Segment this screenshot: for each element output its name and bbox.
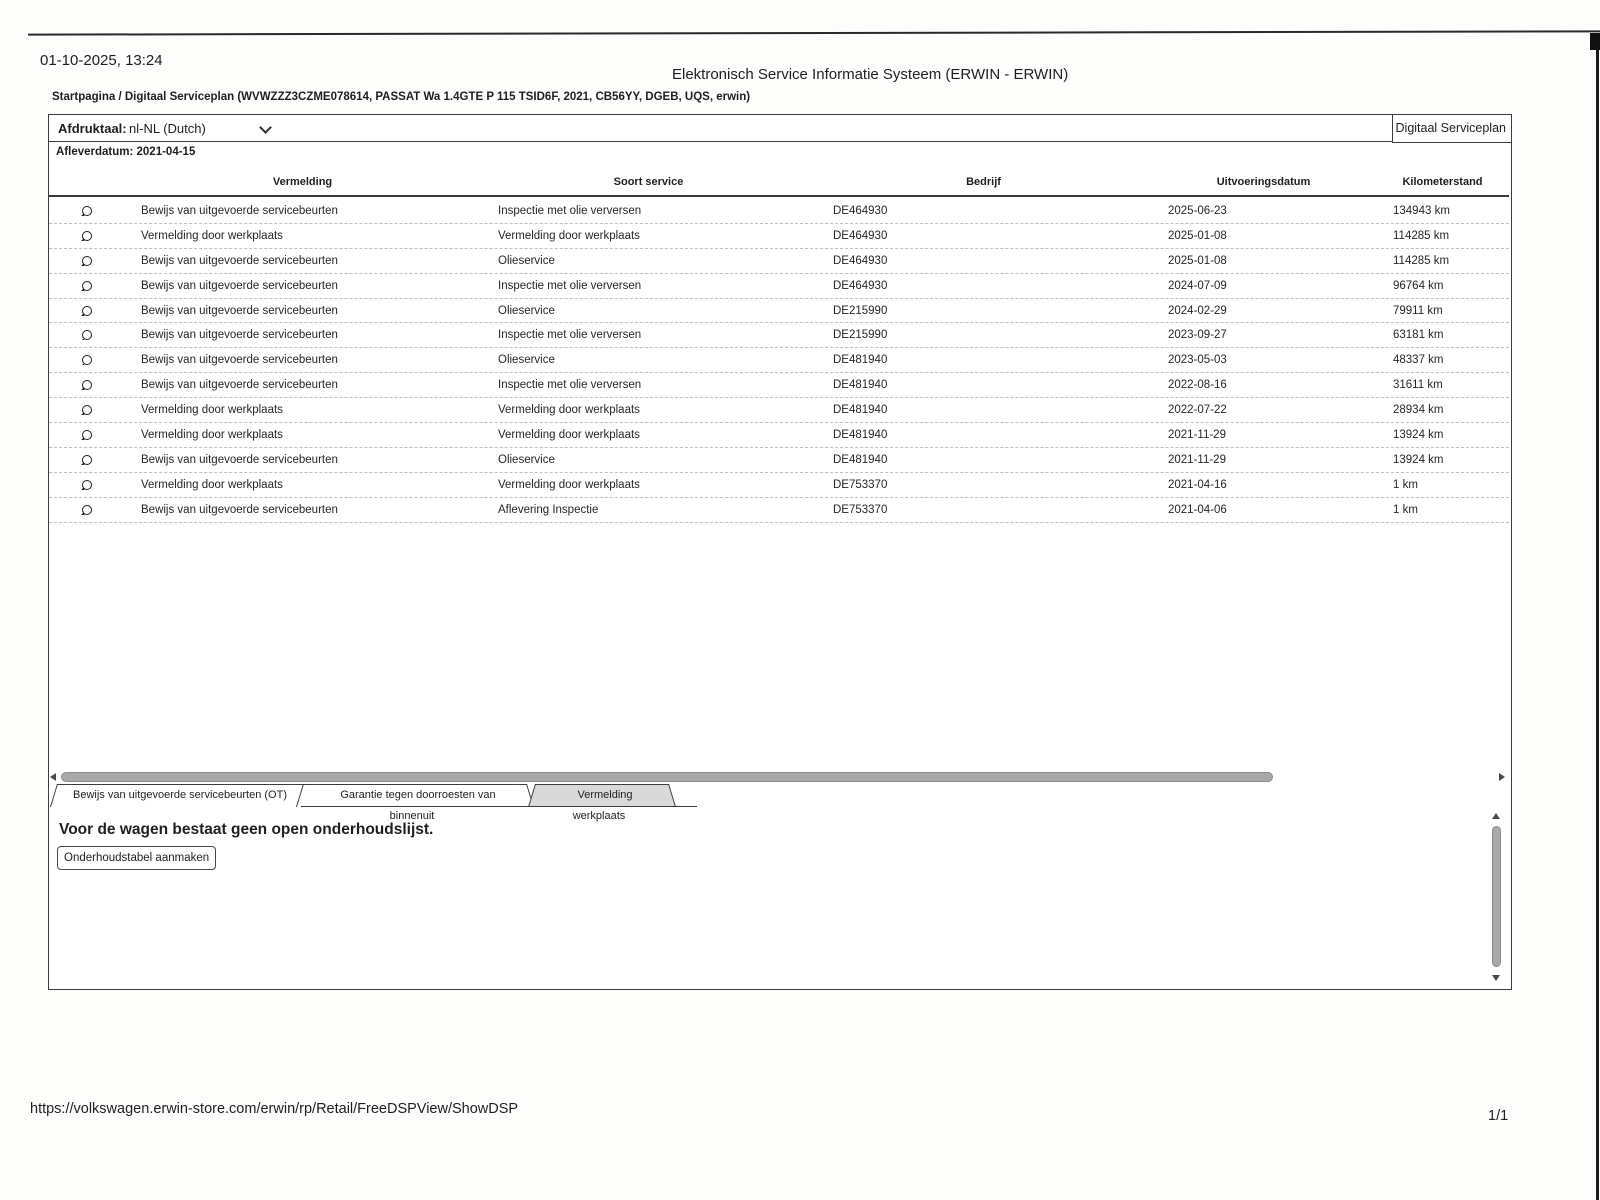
create-maintenance-table-button[interactable]: Onderhoudstabel aanmaken: [57, 846, 216, 870]
horizontal-scrollbar-thumb[interactable]: [61, 772, 1273, 782]
magnifier-icon[interactable]: [82, 206, 92, 216]
tab-strip-bottom-border: [301, 806, 697, 807]
table-row: [49, 224, 1509, 249]
cell-kilometerstand: 13924 km: [1393, 453, 1444, 466]
magnifier-icon[interactable]: [82, 306, 92, 316]
cell-vermelding: Vermelding door werkplaats: [141, 404, 283, 417]
vertical-scrollbar-thumb[interactable]: [1492, 826, 1501, 967]
print-language-label: Afdruktaal:: [58, 121, 127, 136]
table-row: [49, 398, 1509, 423]
cell-uitvoeringsdatum: 2023-09-27: [1168, 329, 1227, 342]
magnifier-icon[interactable]: [82, 231, 92, 241]
scan-edge-line-top: [28, 30, 1600, 35]
cell-uitvoeringsdatum: 2021-04-16: [1168, 478, 1227, 491]
table-row: [49, 448, 1509, 473]
cell-vermelding: Bewijs van uitgevoerde servicebeurten: [141, 204, 338, 217]
cell-kilometerstand: 1 km: [1393, 478, 1418, 491]
magnifier-icon[interactable]: [82, 355, 92, 365]
cell-bedrijf: DE464930: [833, 229, 888, 242]
cell-bedrijf: DE481940: [833, 404, 888, 417]
serviceplan-panel: [48, 114, 1512, 990]
cell-kilometerstand: 134943 km: [1393, 204, 1450, 217]
cell-bedrijf: DE481940: [833, 379, 888, 392]
cell-vermelding: Bewijs van uitgevoerde servicebeurten: [141, 379, 338, 392]
page-title: Elektronisch Service Informatie Systeem (ERWIN - ERWIN): [672, 66, 1069, 83]
cell-soort-service: Aflevering Inspectie: [498, 503, 599, 516]
column-header-soort-service: Soort service: [613, 176, 684, 188]
cell-kilometerstand: 31611 km: [1393, 379, 1443, 392]
cell-soort-service: Olieservice: [498, 254, 555, 267]
footer-url: https://volkswagen.erwin-store.com/erwin/rp/Retail/FreeDSPView/ShowDSP: [30, 1101, 519, 1117]
cell-soort-service: Vermelding door werkplaats: [498, 229, 640, 242]
cell-bedrijf: DE481940: [833, 453, 888, 466]
column-header-vermelding: Vermelding: [272, 176, 333, 188]
cell-uitvoeringsdatum: 2025-01-08: [1168, 229, 1227, 242]
cell-uitvoeringsdatum: 2021-11-29: [1168, 453, 1226, 466]
cell-uitvoeringsdatum: 2025-06-23: [1168, 204, 1227, 217]
cell-uitvoeringsdatum: 2024-02-29: [1168, 304, 1227, 317]
print-language-bar: [49, 115, 1511, 142]
cell-vermelding: Bewijs van uitgevoerde servicebeurten: [141, 453, 338, 466]
cell-soort-service: Inspectie met olie verversen: [498, 379, 642, 392]
magnifier-icon[interactable]: [82, 505, 92, 515]
column-header-bedrijf: Bedrijf: [966, 176, 1001, 188]
chevron-down-icon[interactable]: [261, 123, 270, 132]
cell-vermelding: Vermelding door werkplaats: [141, 478, 283, 491]
table-row: [49, 199, 1509, 224]
cell-soort-service: Vermelding door werkplaats: [498, 404, 640, 417]
arrow-right-icon[interactable]: [1499, 773, 1505, 781]
print-timestamp: 01-10-2025, 13:24: [40, 52, 163, 69]
cell-soort-service: Inspectie met olie verversen: [498, 204, 642, 217]
table-body: [49, 199, 1509, 523]
cell-uitvoeringsdatum: 2022-07-22: [1168, 404, 1227, 417]
panel-title: Digitaal Serviceplan: [1392, 114, 1512, 143]
cell-uitvoeringsdatum: 2025-01-08: [1168, 254, 1227, 267]
arrow-down-icon[interactable]: [1492, 975, 1500, 981]
cell-vermelding: Bewijs van uitgevoerde servicebeurten: [141, 354, 338, 367]
scan-edge-line-right: [1596, 33, 1599, 1200]
cell-uitvoeringsdatum: 2022-08-16: [1168, 379, 1227, 392]
arrow-up-icon[interactable]: [1492, 813, 1500, 819]
cell-kilometerstand: 63181 km: [1393, 329, 1444, 342]
cell-vermelding: Bewijs van uitgevoerde servicebeurten: [141, 503, 338, 516]
cell-soort-service: Inspectie met olie verversen: [498, 329, 642, 342]
cell-vermelding: Bewijs van uitgevoerde servicebeurten: [141, 254, 338, 267]
table-row: [49, 373, 1509, 398]
no-open-maintenance-text: Voor de wagen bestaat geen open onderhoudslijst.: [59, 821, 434, 838]
breadcrumb[interactable]: Startpagina / Digitaal Serviceplan (WVWZZZ3CZME078614, PASSAT Wa 1.4GTE P 115 TSID6F, 2021, CB56YY, DGEB, UQS, erwin): [52, 91, 751, 103]
cell-bedrijf: DE481940: [833, 354, 888, 367]
cell-kilometerstand: 79911 km: [1393, 304, 1443, 317]
cell-bedrijf: DE753370: [833, 503, 888, 516]
cell-bedrijf: DE753370: [833, 478, 888, 491]
cell-vermelding: Bewijs van uitgevoerde servicebeurten: [141, 329, 338, 342]
cell-kilometerstand: 28934 km: [1393, 404, 1444, 417]
cell-kilometerstand: 13924 km: [1393, 428, 1444, 441]
vertical-scrollbar[interactable]: [1490, 813, 1503, 981]
cell-kilometerstand: 114285 km: [1393, 254, 1450, 267]
magnifier-icon[interactable]: [82, 330, 92, 340]
scan-edge-corner: [1590, 33, 1600, 50]
cell-soort-service: Olieservice: [498, 354, 555, 367]
cell-soort-service: Olieservice: [498, 304, 555, 317]
table-row: [49, 473, 1509, 498]
column-icon-spacer: [49, 188, 124, 195]
print-language-select[interactable]: nl-NL (Dutch): [129, 121, 206, 136]
cell-bedrijf: DE464930: [833, 204, 888, 217]
cell-uitvoeringsdatum: 2023-05-03: [1168, 354, 1227, 367]
cell-vermelding: Bewijs van uitgevoerde servicebeurten: [141, 304, 338, 317]
magnifier-icon[interactable]: [82, 430, 92, 440]
magnifier-icon[interactable]: [82, 405, 92, 415]
magnifier-icon[interactable]: [82, 480, 92, 490]
column-header-kilometerstand: Kilometerstand: [1402, 176, 1483, 188]
horizontal-scrollbar[interactable]: [49, 771, 1509, 784]
cell-kilometerstand: 114285 km: [1393, 229, 1450, 242]
magnifier-icon[interactable]: [82, 281, 92, 291]
table-header: [49, 163, 1509, 197]
cell-uitvoeringsdatum: 2024-07-09: [1168, 279, 1227, 292]
table-row: [49, 299, 1509, 324]
cell-bedrijf: DE464930: [833, 254, 888, 267]
cell-bedrijf: DE215990: [833, 329, 888, 342]
cell-bedrijf: DE481940: [833, 428, 888, 441]
tab-bewijs-servicebeurten[interactable]: Bewijs van uitgevoerde servicebeurten (OT): [63, 784, 297, 807]
cell-vermelding: Vermelding door werkplaats: [141, 229, 283, 242]
magnifier-icon[interactable]: [82, 380, 92, 390]
table-row: [49, 498, 1509, 523]
magnifier-icon[interactable]: [82, 256, 92, 266]
cell-soort-service: Vermelding door werkplaats: [498, 428, 640, 441]
table-row: [49, 249, 1509, 274]
arrow-left-icon[interactable]: [50, 773, 56, 781]
tab-garantie-doorroesten[interactable]: Garantie tegen doorroesten van binnenuit: [309, 784, 521, 807]
cell-uitvoeringsdatum: 2021-04-06: [1168, 503, 1227, 516]
column-header-uitvoeringsdatum: Uitvoeringsdatum: [1216, 176, 1311, 188]
cell-kilometerstand: 48337 km: [1393, 354, 1444, 367]
magnifier-icon[interactable]: [82, 455, 92, 465]
cell-soort-service: Inspectie met olie verversen: [498, 279, 642, 292]
cell-uitvoeringsdatum: 2021-11-29: [1168, 428, 1226, 441]
table-row: [49, 423, 1509, 448]
cell-kilometerstand: 96764 km: [1393, 279, 1444, 292]
cell-vermelding: Vermelding door werkplaats: [141, 428, 283, 441]
cell-vermelding: Bewijs van uitgevoerde servicebeurten: [141, 279, 338, 292]
cell-soort-service: Vermelding door werkplaats: [498, 478, 640, 491]
tab-vermelding-werkplaats[interactable]: Vermelding werkplaats: [541, 784, 663, 807]
delivery-date: Afleverdatum: 2021-04-15: [56, 146, 196, 158]
page-number: 1/1: [1488, 1108, 1509, 1124]
table-row: [49, 348, 1509, 373]
tab-strip: [49, 784, 1511, 822]
cell-bedrijf: DE464930: [833, 279, 888, 292]
table-row: [49, 274, 1509, 299]
cell-bedrijf: DE215990: [833, 304, 888, 317]
table-row: [49, 323, 1509, 348]
cell-soort-service: Olieservice: [498, 453, 555, 466]
cell-kilometerstand: 1 km: [1393, 503, 1418, 516]
